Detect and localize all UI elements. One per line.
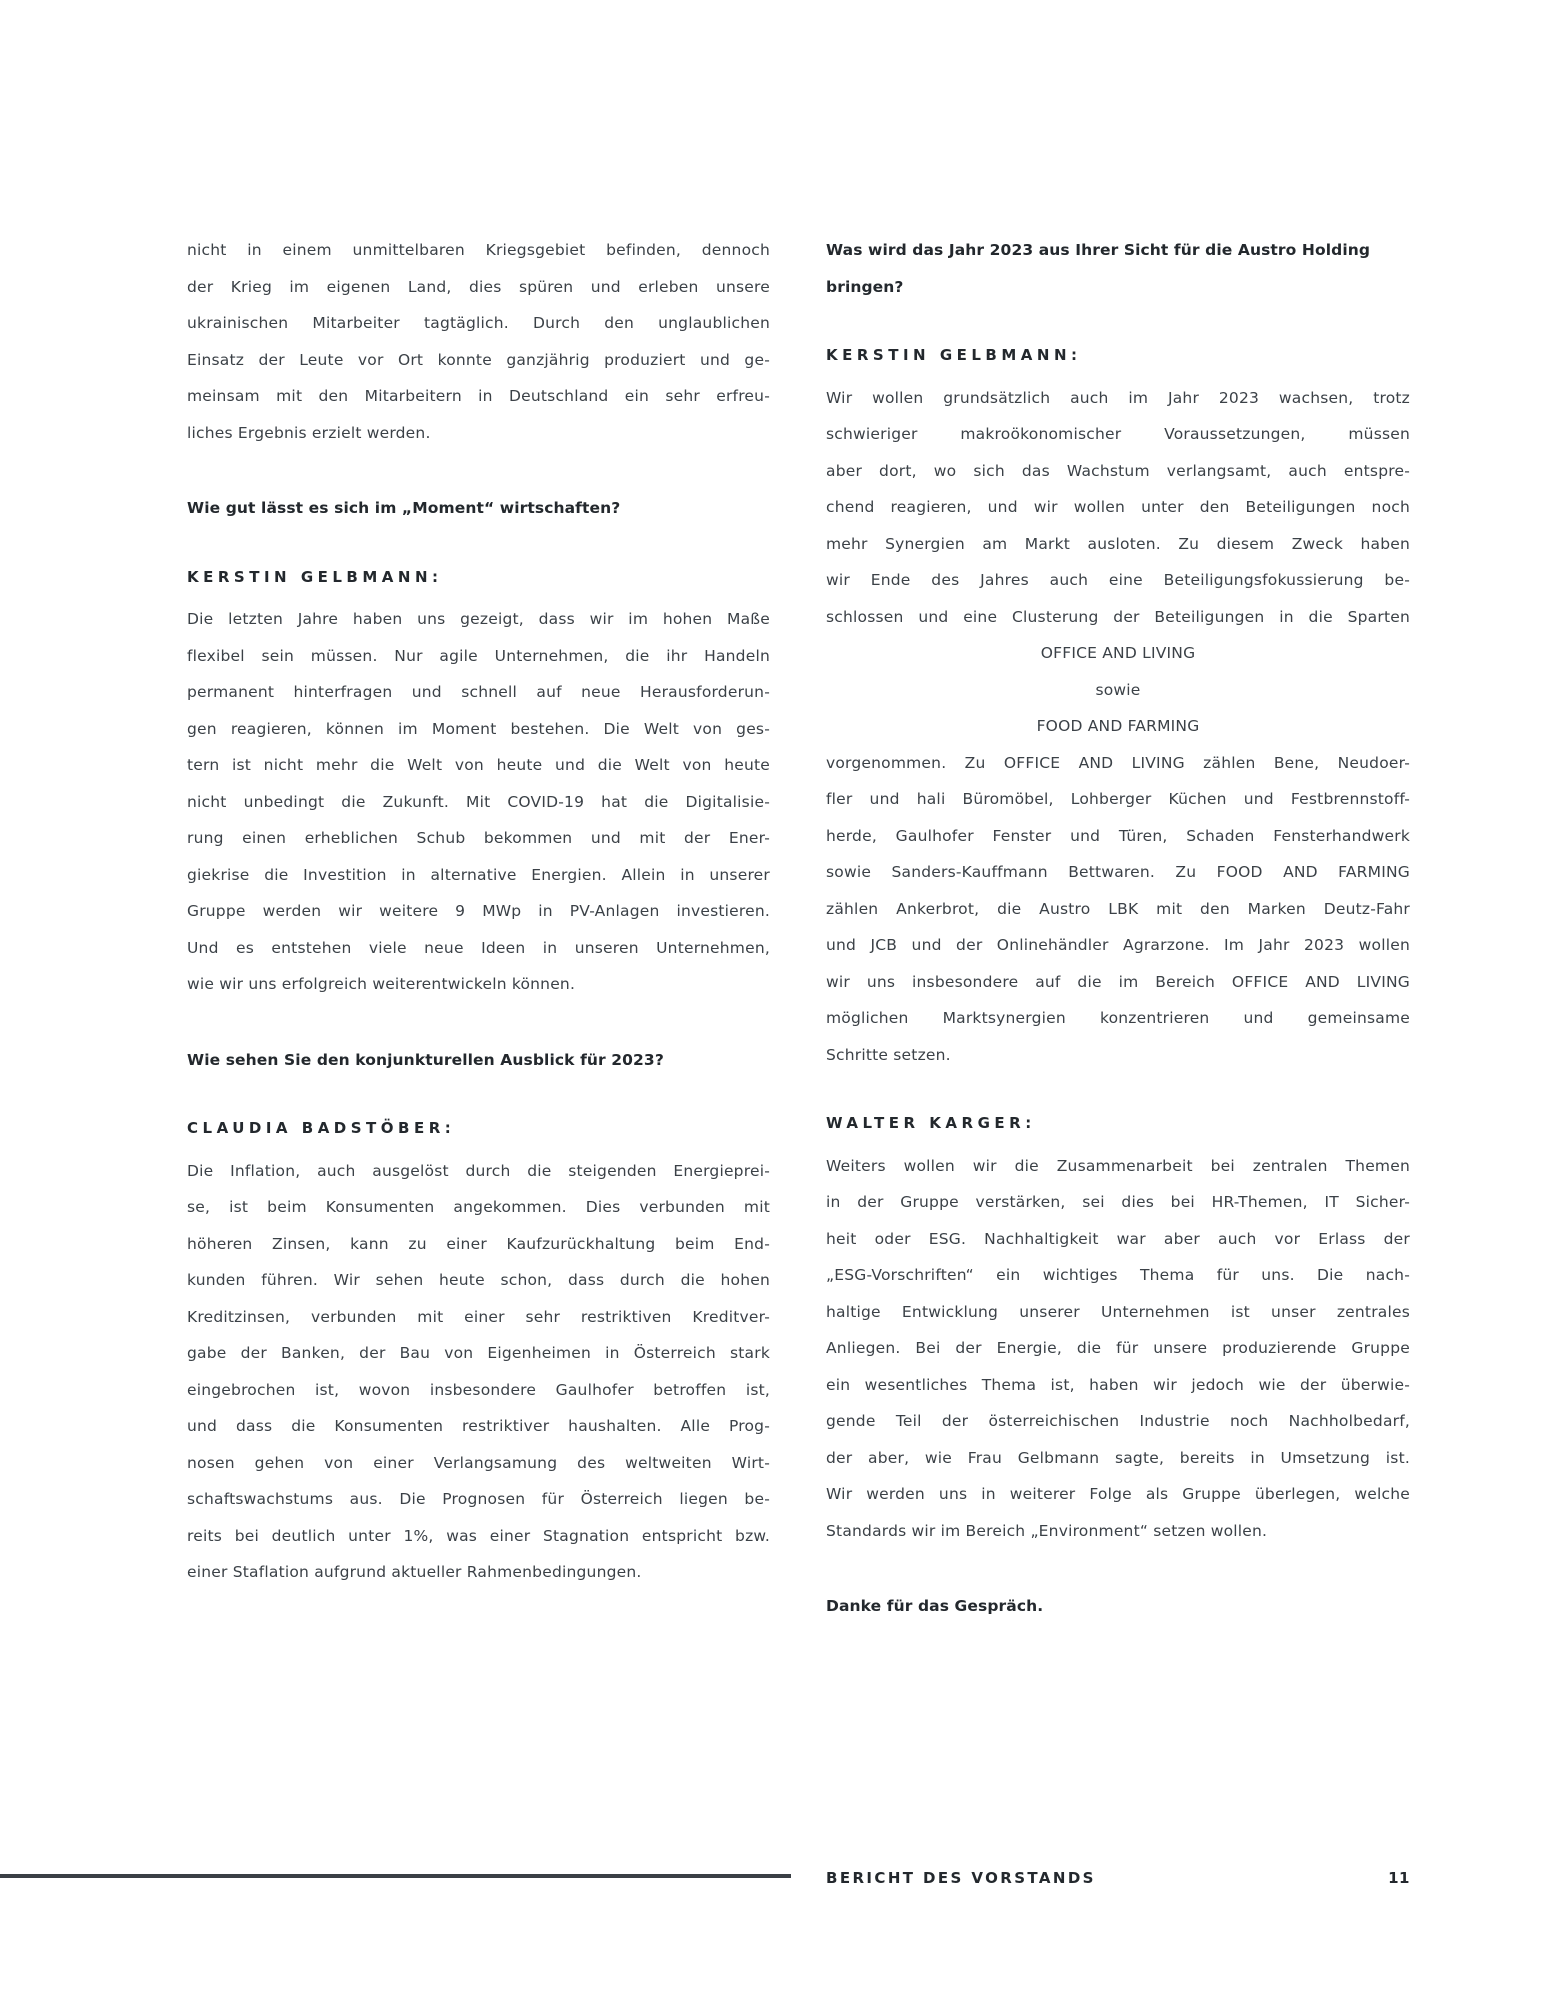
text-line: Anliegen. Bei der Energie, die für unsere produzierende Gruppe bbox=[826, 1339, 1410, 1357]
text-line: gende Teil der österreichischen Industrie noch Nachholbedarf, bbox=[826, 1412, 1410, 1430]
text-line: OFFICE AND LIVING bbox=[1040, 644, 1196, 662]
text-line: Gruppe werden wir weitere 9 MWp in PV-Anlagen investieren. bbox=[187, 902, 770, 920]
text-line: wir Ende des Jahres auch eine Beteiligungsfokussierung be- bbox=[826, 571, 1410, 589]
text-line: einer Staflation aufgrund aktueller Rahmenbedingungen. bbox=[187, 1563, 642, 1581]
body-paragraph bbox=[826, 1148, 1410, 1550]
text-line: Die letzten Jahre haben uns gezeigt, dass wir im hohen Maße bbox=[187, 610, 770, 628]
text-line: mehr Synergien am Markt ausloten. Zu diesem Zweck haben bbox=[826, 534, 1410, 553]
speaker-name bbox=[826, 337, 1410, 374]
text-line: FOOD AND FARMING bbox=[1036, 717, 1200, 735]
text-line: möglichen Marktsynergien konzentrieren und gemeinsame bbox=[826, 1009, 1410, 1027]
left-text-column bbox=[187, 232, 770, 1591]
text-line: ein wesentliches Thema ist, haben wir jedoch wie der überwie- bbox=[826, 1375, 1410, 1394]
text-line: ukrainischen Mitarbeiter tagtäglich. Durch den unglaublichen bbox=[187, 314, 770, 332]
footer-rule bbox=[0, 1874, 791, 1878]
text-line: und dass die Konsumenten restriktiver haushalten. Alle Prog- bbox=[187, 1417, 770, 1435]
interview-question bbox=[826, 1588, 1410, 1625]
right-text-column bbox=[826, 232, 1410, 1625]
text-line: höheren Zinsen, kann zu einer Kaufzurückhaltung beim End- bbox=[187, 1234, 770, 1253]
text-line: Wie sehen Sie den konjunkturellen Ausblick für 2023? bbox=[187, 1050, 664, 1069]
speaker-name bbox=[187, 559, 770, 596]
text-line: gen reagieren, können im Moment bestehen. Die Welt von ges- bbox=[187, 719, 770, 738]
text-line: bringen? bbox=[826, 277, 904, 296]
text-line: Danke für das Gespräch. bbox=[826, 1597, 1044, 1615]
interview-question bbox=[826, 232, 1410, 305]
text-line: heit oder ESG. Nachhaltigkeit war aber auch vor Erlass der bbox=[826, 1229, 1410, 1248]
text-line: eingebrochen ist, wovon insbesondere Gaulhofer betroffen ist, bbox=[187, 1380, 770, 1399]
text-line: KERSTIN GELBMANN: bbox=[826, 346, 1082, 364]
text-line: nicht unbedingt die Zukunft. Mit COVID-19 hat die Digitalisie- bbox=[187, 792, 770, 811]
text-line: CLAUDIA BADSTÖBER: bbox=[187, 1119, 456, 1137]
text-line: se, ist beim Konsumenten angekommen. Dies verbunden mit bbox=[187, 1198, 770, 1216]
text-line: Die Inflation, auch ausgelöst durch die steigenden Energieprei- bbox=[187, 1161, 770, 1180]
text-line: herde, Gaulhofer Fenster und Türen, Schaden Fensterhandwerk bbox=[826, 826, 1410, 845]
interview-question bbox=[187, 490, 770, 527]
text-line: Und es entstehen viele neue Ideen in unseren Unternehmen, bbox=[187, 938, 770, 957]
text-line: schaftswachstums aus. Die Prognosen für Österreich liegen be- bbox=[187, 1490, 770, 1508]
text-line: kunden führen. Wir sehen heute schon, dass durch die hohen bbox=[187, 1271, 770, 1289]
text-line: chend reagieren, und wir wollen unter den Beteiligungen noch bbox=[826, 498, 1410, 516]
body-paragraph bbox=[187, 232, 770, 451]
body-paragraph bbox=[826, 380, 1410, 1074]
text-line: Wir werden uns in weiterer Folge als Gruppe überlegen, welche bbox=[826, 1485, 1410, 1503]
text-line: schwieriger makroökonomischer Voraussetzungen, müssen bbox=[826, 425, 1410, 443]
interview-question bbox=[187, 1042, 770, 1079]
text-line: zählen Ankerbrot, die Austro LBK mit den Marken Deutz-Fahr bbox=[826, 899, 1410, 918]
text-line: nicht in einem unmittelbaren Kriegsgebiet befinden, dennoch bbox=[187, 241, 770, 259]
text-line: permanent hinterfragen und schnell auf neue Herausforderun- bbox=[187, 683, 770, 701]
text-line: KERSTIN GELBMANN: bbox=[187, 567, 443, 586]
text-line: der Krieg im eigenen Land, dies spüren und erleben unsere bbox=[187, 277, 770, 296]
body-paragraph bbox=[187, 601, 770, 1003]
text-line: Schritte setzen. bbox=[826, 1045, 951, 1064]
text-line: rung einen erheblichen Schub bekommen und mit der Ener- bbox=[187, 829, 770, 847]
text-line: gabe der Banken, der Bau von Eigenheimen in Österreich stark bbox=[187, 1344, 770, 1362]
speaker-name bbox=[826, 1105, 1410, 1142]
text-line: wie wir uns erfolgreich weiterentwickeln können. bbox=[187, 975, 576, 993]
text-line: „ESG-Vorschriften“ ein wichtiges Thema für uns. Die nach- bbox=[826, 1266, 1410, 1284]
text-line: flexibel sein müssen. Nur agile Unternehmen, die ihr Handeln bbox=[187, 646, 770, 665]
text-line: Was wird das Jahr 2023 aus Ihrer Sicht für die Austro Holding bbox=[826, 241, 1371, 259]
text-line: sowie Sanders-Kauffmann Bettwaren. Zu FOOD AND FARMING bbox=[826, 863, 1410, 881]
text-line: der aber, wie Frau Gelbmann sagte, bereits in Umsetzung ist. bbox=[826, 1448, 1410, 1467]
text-line: und JCB und der Onlinehändler Agrarzone. Im Jahr 2023 wollen bbox=[826, 936, 1410, 954]
text-line: in der Gruppe verstärken, sei dies bei HR-Themen, IT Sicher- bbox=[826, 1193, 1410, 1211]
text-line: giekrise die Investition in alternative Energien. Allein in unserer bbox=[187, 865, 770, 884]
text-line: sowie bbox=[1095, 680, 1141, 699]
text-line: Standards wir im Bereich „Environment“ setzen wollen. bbox=[826, 1521, 1268, 1540]
page-number: 11 bbox=[1388, 1869, 1410, 1887]
text-line: meinsam mit den Mitarbeitern in Deutschland ein sehr erfreu- bbox=[187, 387, 770, 405]
text-line: wir uns insbesondere auf die im Bereich OFFICE AND LIVING bbox=[826, 972, 1410, 991]
speaker-name bbox=[187, 1110, 770, 1147]
text-line: Wie gut lässt es sich im „Moment“ wirtschaften? bbox=[187, 499, 621, 517]
text-line: Einsatz der Leute vor Ort konnte ganzjährig produziert und ge- bbox=[187, 350, 770, 369]
body-paragraph bbox=[187, 1153, 770, 1591]
text-line: Weiters wollen wir die Zusammenarbeit bei zentralen Themen bbox=[826, 1156, 1410, 1175]
footer-section-label: BERICHT DES VORSTANDS bbox=[826, 1869, 1096, 1887]
text-line: nosen gehen von einer Verlangsamung des weltweiten Wirt- bbox=[187, 1453, 770, 1472]
text-line: vorgenommen. Zu OFFICE AND LIVING zählen Bene, Neudoer- bbox=[826, 753, 1410, 772]
text-line: fler und hali Büromöbel, Lohberger Küchen und Festbrennstoff- bbox=[826, 790, 1410, 808]
text-line: liches Ergebnis erzielt werden. bbox=[187, 423, 431, 442]
text-line: haltige Entwicklung unserer Unternehmen ist unser zentrales bbox=[826, 1302, 1410, 1321]
text-line: schlossen und eine Clusterung der Beteiligungen in die Sparten bbox=[826, 607, 1410, 626]
text-line: WALTER KARGER: bbox=[826, 1114, 1036, 1132]
text-line: Kreditzinsen, verbunden mit einer sehr restriktiven Kreditver- bbox=[187, 1307, 770, 1326]
text-line: reits bei deutlich unter 1%, was einer Stagnation entspricht bzw. bbox=[187, 1526, 770, 1545]
text-line: aber dort, wo sich das Wachstum verlangsamt, auch entspre- bbox=[826, 461, 1410, 480]
text-line: tern ist nicht mehr die Welt von heute und die Welt von heute bbox=[187, 756, 770, 774]
text-line: Wir wollen grundsätzlich auch im Jahr 2023 wachsen, trotz bbox=[826, 388, 1410, 407]
